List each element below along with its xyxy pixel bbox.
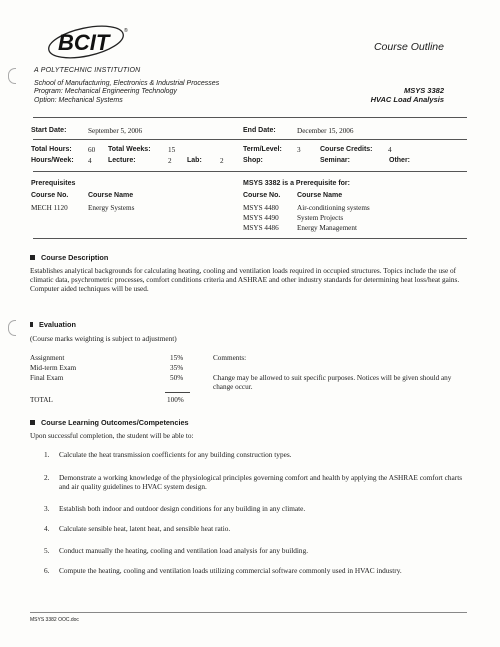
- seminar-label: Seminar:: [320, 157, 350, 164]
- credits-label: Course Credits:: [320, 146, 373, 153]
- divider: [33, 117, 467, 118]
- lecture-value: 2: [168, 157, 172, 165]
- comments-label: Comments:: [213, 354, 247, 362]
- prereq-for-course-name: System Projects: [297, 214, 344, 222]
- divider: [33, 171, 467, 172]
- outcomes-intro: Upon successful completion, the student will be able to:: [30, 431, 194, 440]
- footer-filename: MSYS 3382 OOC.doc: [30, 617, 79, 623]
- term-label: Term/Level:: [243, 146, 282, 153]
- credits-value: 4: [388, 146, 392, 154]
- total-weeks-value: 15: [168, 146, 176, 154]
- evaluation-heading: Evaluation: [30, 320, 76, 329]
- program-name: Program: Mechanical Engineering Technology: [34, 88, 177, 96]
- hours-week-label: Hours/Week:: [31, 157, 74, 164]
- evaluation-total-label: TOTAL: [30, 396, 53, 404]
- outcomes-heading: Course Learning Outcomes/Competencies: [30, 418, 189, 427]
- square-bullet-icon: [30, 255, 35, 260]
- end-date-label: End Date:: [243, 127, 276, 134]
- square-bullet-icon: [30, 420, 35, 425]
- footer-divider: [30, 612, 467, 613]
- institution-tagline: A POLYTECHNIC INSTITUTION: [34, 67, 141, 74]
- logo-text: BCIT: [58, 30, 110, 55]
- other-label: Other:: [389, 157, 410, 164]
- shop-label: Shop:: [243, 157, 263, 164]
- prereq-heading: Prerequisites: [31, 180, 76, 187]
- description-heading: Course Description: [30, 253, 108, 262]
- end-date-value: December 15, 2006: [297, 127, 354, 135]
- lab-label: Lab:: [187, 157, 202, 164]
- hours-week-value: 4: [88, 157, 92, 165]
- evaluation-item: Assignment: [30, 354, 65, 362]
- program-info: [34, 80, 219, 105]
- prereq-course-name: Energy Systems: [88, 204, 135, 212]
- total-underline: [165, 392, 190, 393]
- evaluation-note: (Course marks weighting is subject to adjustment): [30, 334, 177, 343]
- bcit-logo-graphic: [44, 20, 136, 66]
- evaluation-pct: 15%: [170, 354, 184, 362]
- prereq-for-col-course-no: Course No.: [243, 192, 281, 199]
- prereq-for-heading: MSYS 3382 is a Prerequisite for:: [243, 180, 350, 187]
- course-identity: [371, 86, 444, 104]
- start-date-label: Start Date:: [31, 127, 67, 134]
- prereq-for-course-no: MSYS 4486: [243, 224, 279, 232]
- prereq-for-course-name: Energy Management: [297, 224, 357, 232]
- punch-hole-mark: [8, 68, 16, 84]
- svg-text:®: ®: [124, 28, 128, 34]
- lecture-label: Lecture:: [108, 157, 136, 164]
- prereq-col-course-name: Course Name: [88, 192, 134, 199]
- prereq-for-course-no: MSYS 4490: [243, 214, 279, 222]
- course-code: MSYS 3382: [403, 86, 444, 95]
- term-value: 3: [297, 146, 301, 154]
- prereq-for-col-course-name: Course Name: [297, 192, 343, 199]
- lab-value: 2: [220, 157, 224, 165]
- course-title: HVAC Load Analysis: [370, 95, 444, 104]
- total-weeks-label: Total Weeks:: [108, 146, 151, 153]
- option-name: Option: Mechanical Systems: [34, 96, 123, 104]
- start-date-value: September 5, 2006: [88, 127, 143, 135]
- prereq-for-course-no: MSYS 4480: [243, 204, 279, 212]
- bcit-logo: [44, 20, 136, 66]
- school-name: School of Manufacturing, Electronics & Industrial Processes: [34, 80, 220, 87]
- evaluation-total-value: 100%: [167, 396, 184, 404]
- prereq-for-course-name: Air-conditioning systems: [297, 204, 370, 212]
- evaluation-pct: 35%: [170, 364, 184, 372]
- evaluation-item: Final Exam: [30, 374, 64, 382]
- evaluation-pct: 50%: [170, 374, 184, 382]
- square-bullet-icon: [30, 322, 33, 327]
- comments-text: Change may be allowed to suit specific purposes. Notices will be given should any change occur.: [213, 374, 452, 391]
- description-text: Establishes analytical backgrounds for calculating heating, cooling and ventilation loads required in occupied structures. Topics include the use of climatic data, psychrometric processes, comfort conditions criteria and ASHRAE and other industry standards for determining heat loss/heat gains. Computer aided techniques will be used.: [30, 266, 460, 293]
- divider: [33, 139, 467, 140]
- evaluation-item: Mid-term Exam: [30, 364, 77, 372]
- total-hours-value: 60: [88, 146, 96, 154]
- prereq-course-no: MECH 1120: [31, 204, 68, 212]
- document-type: Course Outline: [373, 41, 444, 53]
- divider: [33, 238, 467, 239]
- total-hours-label: Total Hours:: [31, 146, 72, 153]
- prereq-col-course-no: Course No.: [31, 192, 69, 199]
- punch-hole-mark: [8, 320, 16, 336]
